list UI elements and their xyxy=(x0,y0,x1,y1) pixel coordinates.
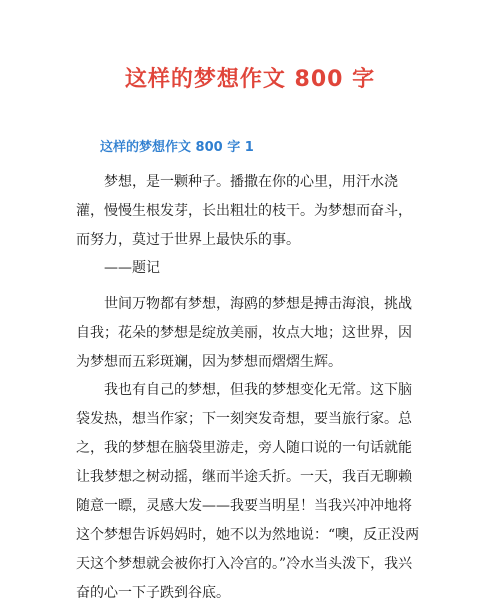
section-heading: 这样的梦想作文 800 字 1 xyxy=(100,140,254,155)
paragraph-1: 梦想，是一颗种子。播撒在你的心里，用汗水浇灌，慢慢生根发芽，长出粗壮的枝干。为梦想而奋斗，而努力，莫过于世界上最快乐的事。 xyxy=(76,174,412,248)
paragraph-3: 我也有自己的梦想，但我的梦想变化无常。这下脑袋发热，想当作家；下一刻突发奇想，要当旅行家。总之，我的梦想在脑袋里游走，旁人随口说的一句话就能让我梦想之树动摇，继而半途夭折。一天，我百无聊赖随意一瞟，灵感大发——我要当明星！当我兴冲冲地将这个梦想告诉妈妈时，她不以为然地说：“噢，反正没两天这个梦想就会被你打入冷宫的。”冷水当头泼下，我兴奋的心一下子跌到谷底。 xyxy=(76,382,420,601)
epigraph-attribution: ——题记 xyxy=(104,260,160,276)
document-title: 这样的梦想作文 800 字 xyxy=(124,67,376,92)
paragraph-2: 世间万物都有梦想，海鸥的梦想是搏击海浪，挑战自我；花朵的梦想是绽放美丽，妆点大地；这世界，因为梦想而五彩斑斓，因为梦想而熠熠生辉。 xyxy=(76,296,412,370)
